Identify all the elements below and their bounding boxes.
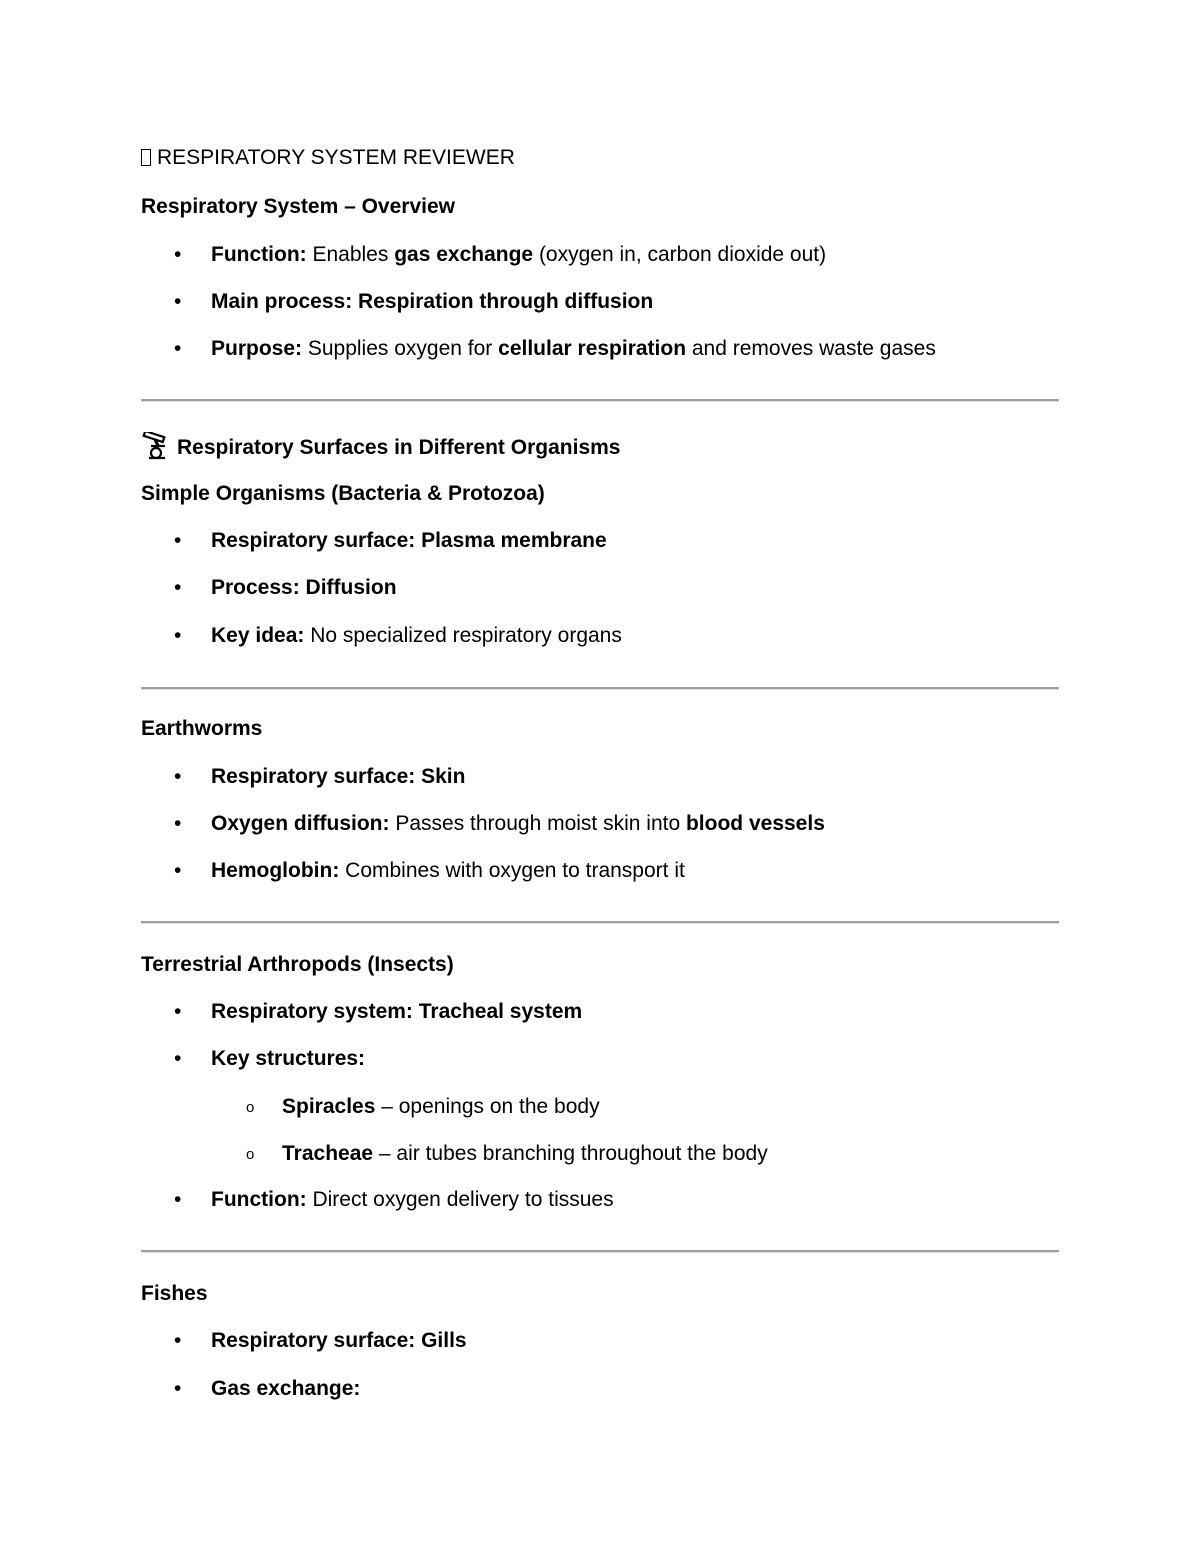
insects-heading: Terrestrial Arthropods (Insects) bbox=[141, 953, 454, 976]
list-item: Key structures: bbox=[211, 1047, 366, 1070]
horizontal-divider bbox=[141, 1250, 1059, 1253]
overview-heading: Respiratory System – Overview bbox=[141, 195, 455, 218]
list-item: Gas exchange: bbox=[211, 1377, 361, 1400]
bullet: • bbox=[174, 765, 182, 788]
bullet: • bbox=[174, 1047, 182, 1070]
microscope-icon bbox=[141, 432, 171, 460]
bullet: • bbox=[174, 1377, 182, 1400]
bullet: • bbox=[174, 1000, 182, 1023]
sub-bullet: o bbox=[246, 1099, 255, 1116]
earthworms-heading: Earthworms bbox=[141, 717, 263, 740]
bullet: • bbox=[174, 859, 182, 882]
list-item: Hemoglobin: Combines with oxygen to transport it bbox=[211, 859, 685, 882]
bullet: • bbox=[174, 529, 182, 552]
list-item: Function: Direct oxygen delivery to tissues bbox=[211, 1188, 614, 1211]
bullet: • bbox=[174, 624, 182, 647]
bullet: • bbox=[174, 812, 182, 835]
list-item: Function: Enables gas exchange (oxygen in, carbon dioxide out) bbox=[211, 243, 827, 266]
list-item: Main process: Respiration through diffusion bbox=[211, 290, 654, 313]
bullet: • bbox=[174, 243, 182, 266]
horizontal-divider bbox=[141, 399, 1059, 402]
simple-organisms-heading: Simple Organisms (Bacteria & Protozoa) bbox=[141, 482, 545, 505]
bullet: • bbox=[174, 1329, 182, 1352]
bullet: • bbox=[174, 337, 182, 360]
list-item: Respiratory system: Tracheal system bbox=[211, 1000, 583, 1023]
list-item: Purpose: Supplies oxygen for cellular respiration and removes waste gases bbox=[211, 337, 936, 360]
list-item: Respiratory surface: Plasma membrane bbox=[211, 529, 607, 552]
list-item: Oxygen diffusion: Passes through moist skin into blood vessels bbox=[211, 812, 825, 835]
surfaces-heading: Respiratory Surfaces in Different Organisms bbox=[141, 432, 620, 461]
list-item: Key idea: No specialized respiratory organs bbox=[211, 624, 622, 647]
list-item: Process: Diffusion bbox=[211, 576, 397, 599]
sub-list-item: Spiracles – openings on the body bbox=[282, 1095, 600, 1118]
bullet: • bbox=[174, 1188, 182, 1211]
list-item: Respiratory surface: Gills bbox=[211, 1329, 467, 1352]
sub-bullet: o bbox=[246, 1146, 255, 1163]
missing-glyph-box-icon bbox=[141, 149, 151, 166]
horizontal-divider bbox=[141, 921, 1059, 924]
document-title: RESPIRATORY SYSTEM REVIEWER bbox=[141, 145, 515, 171]
sub-list-item: Tracheae – air tubes branching throughout the body bbox=[282, 1142, 768, 1165]
list-item: Respiratory surface: Skin bbox=[211, 765, 466, 788]
fishes-heading: Fishes bbox=[141, 1282, 208, 1305]
horizontal-divider bbox=[141, 687, 1059, 690]
bullet: • bbox=[174, 290, 182, 313]
bullet: • bbox=[174, 576, 182, 599]
